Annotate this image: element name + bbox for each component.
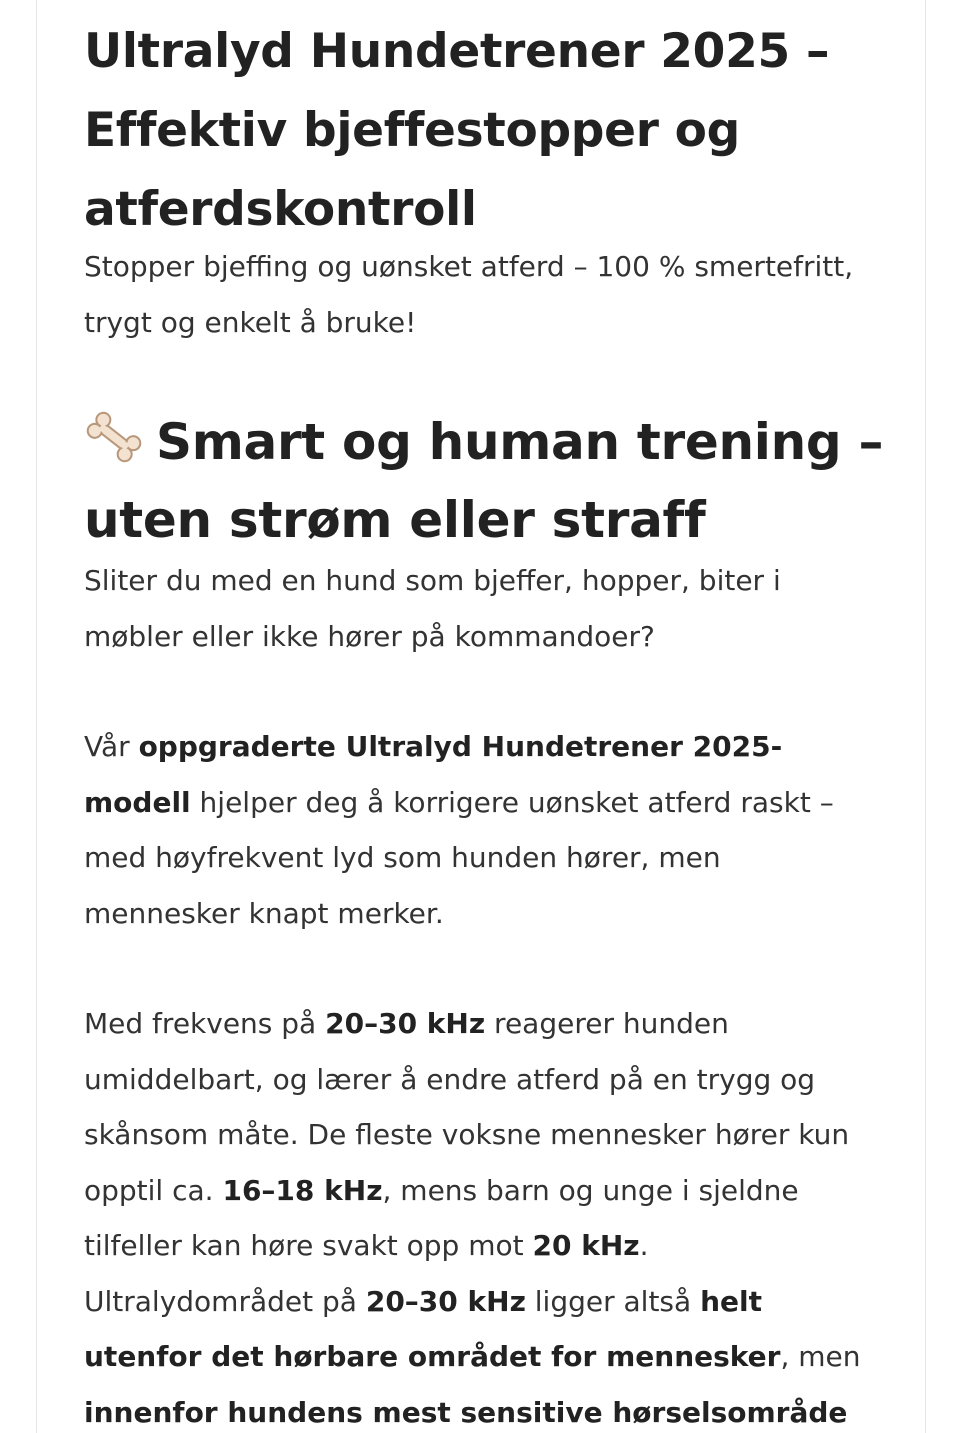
bold-span: 20 kHz [532, 1229, 640, 1262]
product-paragraph [84, 719, 884, 941]
article-content [84, 12, 884, 1433]
text-span: , men [780, 1340, 861, 1373]
frequency-paragraph [84, 996, 884, 1433]
text-span: hjelper deg å korrigere uønsket atferd raskt – med høyfrekvent lyd som hunden hører, men mennesker knapt merker. [84, 785, 834, 930]
text-span: Med frekvens på [84, 1007, 326, 1040]
text-span: reagerer hunden umiddelbart, og lærer å endre atferd på en trygg og skånsom måte. De fleste voksne mennesker hører kun opptil ca. [84, 1007, 850, 1207]
bold-span: innenfor hundens mest sensitive hørselsområde [84, 1395, 848, 1429]
page-subtitle: Stopper bjeffing og uønsket atferd – 100 % smertefritt, trygt og enkelt å bruke! [84, 250, 854, 339]
bold-span: helt utenfor det hørbare området for mennesker [84, 1284, 781, 1373]
page-title: Ultralyd Hundetrener 2025 – Effektiv bjeffestopper og atferdskontroll [84, 24, 830, 237]
section-heading-text: Smart og human trening – uten strøm eller straff [84, 413, 884, 549]
text-span: Vår [84, 730, 139, 763]
bold-span: 20–30 kHz [325, 1007, 486, 1040]
bold-span: 20–30 kHz [365, 1284, 526, 1318]
bold-span: 16–18 kHz [222, 1173, 383, 1207]
text-span: , mens barn og unge i sjeldne tilfeller kan høre svakt opp mot [84, 1173, 799, 1262]
bone-icon [84, 409, 144, 465]
intro-paragraph: Sliter du med en hund som bjeffer, hopper, biter i møbler eller ikke hører på kommandoer? [84, 564, 781, 653]
section-heading [84, 403, 884, 559]
bold-span: oppgraderte Ultralyd Hundetrener 2025-modell [84, 730, 783, 819]
text-span: ligger altså [525, 1284, 701, 1318]
text-span: . Ultralydområdet på [84, 1229, 649, 1318]
